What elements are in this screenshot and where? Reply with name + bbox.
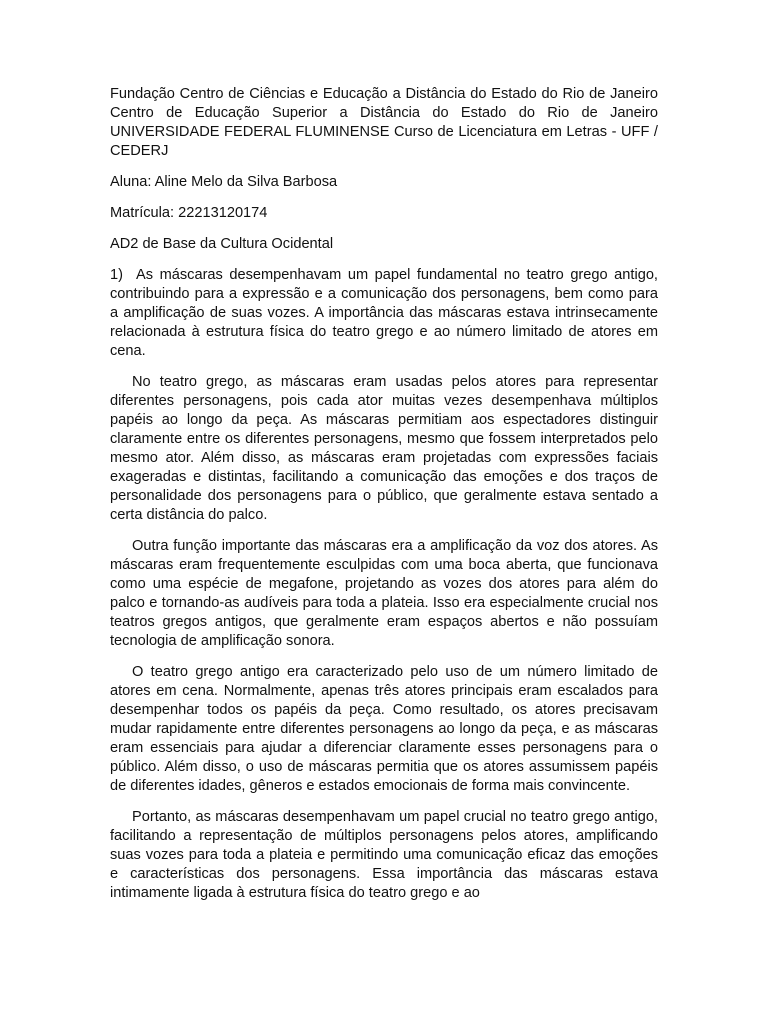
document-body bbox=[110, 85, 658, 915]
paragraph-3: Outra função importante das máscaras era a amplificação da voz dos atores. As máscaras eram frequentemente esculpidas com uma boca aberta, que funcionava como uma espécie de megafone, projetando as vozes dos atores para além do palco e tornando-as audíveis para toda a plateia. Isso era especialmente crucial nos teatros gregos antigos, que geralmente eram espaços abertos e não possuíam tecnologia de amplificação sonora. bbox=[110, 538, 658, 649]
assignment-title: AD2 de Base da Cultura Ocidental bbox=[110, 236, 334, 252]
paragraph-5: Portanto, as máscaras desempenhavam um papel crucial no teatro grego antigo, facilitando a representação de múltiplos personagens pelos atores, amplificando suas vozes para toda a plateia e permitindo uma comunicação eficaz das emoções e características dos personagens. Essa importância das máscaras estava intimamente ligada à estrutura física do teatro grego e ao bbox=[110, 809, 658, 901]
paragraph-2: No teatro grego, as máscaras eram usadas pelos atores para representar diferentes personagens, pois cada ator muitas vezes desempenhava múltiplos papéis ao longo da peça. As máscaras permitiam aos espectadores distinguir claramente entre os diferentes personagens, mesmo que fossem interpretados pelo mesmo ator. Além disso, as máscaras eram projetadas com expressões faciais exageradas e distintas, facilitando a comunicação das emoções e dos traços de personalidade dos personagens para o público, que geralmente estava sentado a certa distância do palco. bbox=[110, 374, 658, 523]
registration-number: Matrícula: 22213120174 bbox=[110, 205, 268, 221]
institution-header: Fundação Centro de Ciências e Educação a Distância do Estado do Rio de Janeiro Centro de Educação Superior a Distância do Estado do Rio de Janeiro UNIVERSIDADE FEDERAL FLUMINENSE Curso de Licenciatura em Letras - UFF / CEDERJ bbox=[110, 86, 658, 159]
paragraph-1: 1) As máscaras desempenhavam um papel fundamental no teatro grego antigo, contribuindo para a expressão e a comunicação dos personagens, bem como para a amplificação de suas vozes. A importância das máscaras estava intrinsecamente relacionada à estrutura física do teatro grego e ao número limitado de atores em cena. bbox=[110, 267, 658, 359]
student-name: Aluna: Aline Melo da Silva Barbosa bbox=[110, 174, 338, 190]
paragraph-4: O teatro grego antigo era caracterizado pelo uso de um número limitado de atores em cena. Normalmente, apenas três atores principais eram escalados para desempenhar todos os papéis da peça. Como resultado, os atores precisavam mudar rapidamente entre diferentes personagens ao longo da peça, e as máscaras eram essenciais para ajudar a diferenciar claramente esses personagens para o público. Além disso, o uso de máscaras permitia que os atores assumissem papéis de diferentes idades, gêneros e estados emocionais de forma mais convincente. bbox=[110, 664, 658, 794]
